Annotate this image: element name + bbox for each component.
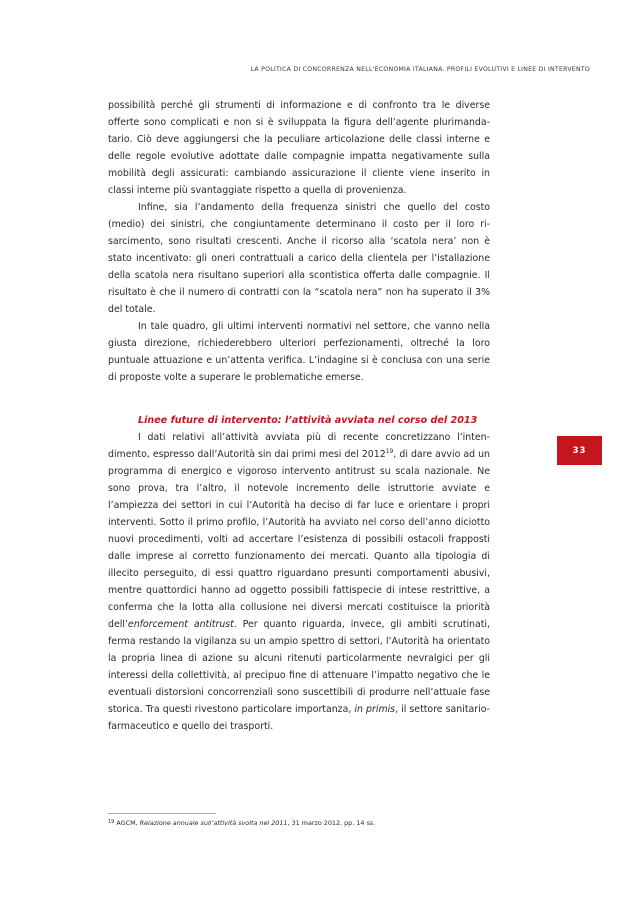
italic-term-2: in primis [354,704,396,715]
footnote-suffix: , 31 marzo 2012, pp. 14 ss. [287,819,376,827]
italic-term: enforcement antitrust [127,619,234,630]
paragraph-4-mid: , di dare avvio ad un programma di energico e vigoroso intervento antitrust su scala nazionale. Ne sono prova, tra l’altro, il notevole incremento delle istruttorie avviate e l’ampiezza dei settori in cui l’Autorità ha deciso di far luce e orientare i propri interventi. Sotto il primo profilo, l’Autorità ha avviato nel corso dell’anno diciotto nuovi procedimenti, volti ad accertare l’esistenza di possibili ostacoli frapposti dalle imprese al corretto funzionamento dei mercati. Quanto alla tipologia di illecito perseguito, di essi quattro riguardano presunti comportamenti abusivi, mentre quattordici hanno ad oggetto possibili fattispecie di intese restrittive, a conferma che la lotta alla collusione nei diversi mercati costituisce la priorità dell’ [108,449,491,630]
paragraph-4 [108,429,490,735]
paragraph-4-start: I dati relativi all’attività avviata più di recente concretizzano l’intendimento, espresso dall’Autorità sin dai primi mesi del 2012 [108,432,490,460]
paragraph-3: In tale quadro, gli ultimi interventi normativi nel settore, che vanno nella giusta direzione, richiederebbero ulteriori perfezionamenti, oltreché la loro puntuale attuazione e un’attenta verifica. L’indagine si è conclusa con una serie di proposte volte a superare le problematiche emerse. [108,321,490,383]
paragraph-4-tail: , il settore sanitario-farmaceutico e quello dei trasporti. [108,704,491,732]
paragraph-1: possibilità perché gli strumenti di informazione e di confronto tra le diverse offerte sono complicati e non si è sviluppata la figura dell’agente plurimandatario. Ciò deve aggiungersi che la peculiare articolazione delle classi interne e delle regole evolutive adottate dalle compagnie impatta negativamente sulla mobilità degli assicurati: cambiando assicurazione il cliente viene inserito in classi interne più svantaggiate rispetto a quella di provenienza. [108,100,490,196]
footnote-number: 19 [108,819,115,825]
paragraph-2: Infine, sia l’andamento della frequenza sinistri che quello del costo (medio) dei sinistri, che congiuntamente determinano il costo per il loro risarcimento, sono risultati crescenti. Anche il ricorso alla ‘scatola nera’ non è stato incentivato: gli oneri contrattuali a carico della clientela per l’istallazione della scatola nera risultano superiori alla scontistica offerta dalle compagnie. Il risultato è che il numero di contratti con la “scatola nera” non ha superato il 3% del totale. [108,202,490,315]
page-number-tab [557,436,602,465]
footnote [108,819,375,827]
running-header: LA POLITICA DI CONCORRENZA NELL'ECONOMIA ITALIANA. PROFILI EVOLUTIVI E LINEE DI INTERVENTO [250,66,590,73]
footnote-prefix: AGCM, [114,819,140,827]
body-text [108,97,490,735]
footnote-divider [108,813,216,814]
footnote-reference[interactable]: 19 [385,448,394,455]
page-number: 33 [572,445,587,456]
section-heading: Linee future di intervento: l’attività avviata nel corso del 2013 [138,415,478,426]
paragraph-4-end: . Per quanto riguarda, invece, gli ambiti scrutinati, ferma restando la vigilanza su un ampio spettro di settori, l’Autorità ha orientato la propria linea di azione su alcuni ritenuti particolarmente nevralgici per gli interessi della collettività, al precipuo fine di attenuare l’impatto negativo che le eventuali distorsioni concorrenziali sono suscettibili di produrre nell’attuale fase storica. Tra questi rivestono particolare importanza, [108,619,490,715]
footnote-title: Relazione annuale sull’attività svolta nel 2011 [139,819,288,827]
